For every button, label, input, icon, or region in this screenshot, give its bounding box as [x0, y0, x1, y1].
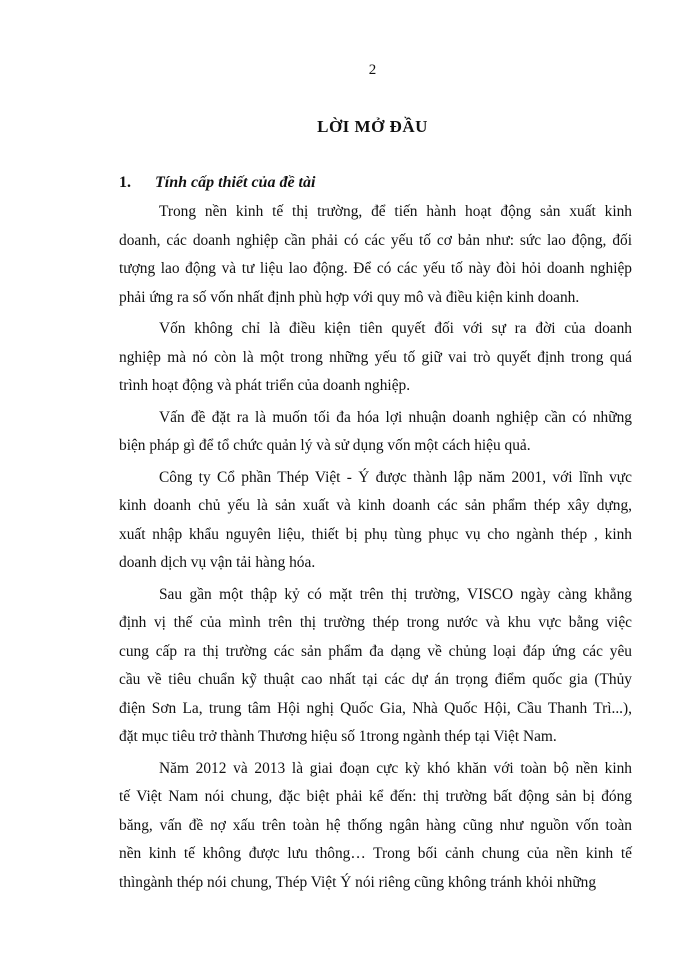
- section-heading: [119, 174, 315, 192]
- paragraph-line: phải ứng ra số vốn nhất định phù hợp với quy mô và điều kiện kinh doanh.: [119, 288, 580, 306]
- paragraph-line: định vị thế của mình trên thị trường thép trong nước và khu vực bằng việc: [119, 614, 632, 631]
- paragraph-line: cung cấp ra thị trường các sản phẩm đa dạng về chủng loại đáp ứng các yêu: [119, 642, 632, 660]
- paragraph-line: thìngành thép nói chung, Thép Việt Ý nói riêng cũng không tránh khỏi những: [119, 873, 597, 891]
- paragraph: [119, 198, 632, 312]
- paragraph-line: Vốn không chỉ là điều kiện tiên quyết đối với sự ra đời của doanh: [159, 320, 632, 337]
- page-number: 2: [368, 62, 377, 78]
- paragraph: [119, 464, 632, 578]
- paragraph-line: Công ty Cổ phần Thép Việt - Ý được thành lập năm 2001, với lĩnh vực: [159, 468, 632, 486]
- paragraph-line: đặt mục tiêu trở thành Thương hiệu số 1trong ngành thép tại Việt Nam.: [119, 728, 557, 745]
- paragraph-line: nghiệp mà nó còn là một trong những yếu tố giữ vai trò quyết định trong quá: [119, 348, 632, 366]
- paragraph-line: Năm 2012 và 2013 là giai đoạn cực kỳ khó khăn với toàn bộ nền kinh: [159, 759, 632, 777]
- page-title: LỜI MỞ ĐẦU: [317, 117, 428, 136]
- body-text: [119, 198, 632, 900]
- section-heading-text: Tính cấp thiết của đề tài: [155, 174, 316, 191]
- paragraph-line: tế Việt Nam nói chung, đặc biệt phải kể đến: thị trường bất động sản bị đóng: [119, 788, 632, 805]
- paragraph: [119, 315, 632, 401]
- paragraph-line: trình hoạt động và phát triển của doanh nghiệp.: [119, 377, 411, 394]
- paragraph-line: doanh dịch vụ vận tải hàng hóa.: [119, 554, 316, 571]
- paragraph-line: nền kinh tế không được lưu thông… Trong bối cảnh chung của nền kinh tế: [119, 845, 632, 862]
- paragraph-line: xuất nhập khẩu nguyên liệu, thiết bị phụ tùng phục vụ cho ngành thép , kinh: [119, 525, 632, 543]
- section-number: 1.: [119, 174, 131, 191]
- paragraph-line: điện Sơn La, trung tâm Hội nghị Quốc Gia, Nhà Quốc Hội, Cầu Thanh Trì...),: [119, 699, 632, 717]
- paragraph-line: Vấn đề đặt ra là muốn tối đa hóa lợi nhuận doanh nghiệp cần có những: [159, 408, 632, 426]
- paragraph-line: Sau gần một thập kỷ có mặt trên thị trường, VISCO ngày càng khẳng: [159, 585, 632, 603]
- paragraph-line: Trong nền kinh tế thị trường, để tiến hành hoạt động sản xuất kinh: [159, 203, 632, 220]
- paragraph: [119, 755, 632, 898]
- paragraph-line: biện pháp gì để tổ chức quản lý và sử dụng vốn một cách hiệu quả.: [119, 437, 531, 454]
- paragraph: [119, 404, 632, 461]
- paragraph-line: băng, vấn đề nợ xấu trên toàn hệ thống ngân hàng cũng như nguồn vốn toàn: [119, 816, 632, 834]
- paragraph-line: doanh, các doanh nghiệp cần phải có các yếu tố cơ bản như: sức lao động, đối: [119, 231, 632, 249]
- paragraph-line: tượng lao động và tư liệu lao động. Để có các yếu tố này đòi hỏi doanh nghiệp: [119, 260, 632, 277]
- paragraph-line: cầu về tiêu chuẩn kỹ thuật cao nhất tại các dự án trọng điểm quốc gia (Thủy: [119, 671, 632, 688]
- paragraph: [119, 581, 632, 752]
- paragraph-line: kinh doanh chủ yếu là sản xuất và kinh doanh các sản phẩm thép xây dựng,: [119, 497, 632, 514]
